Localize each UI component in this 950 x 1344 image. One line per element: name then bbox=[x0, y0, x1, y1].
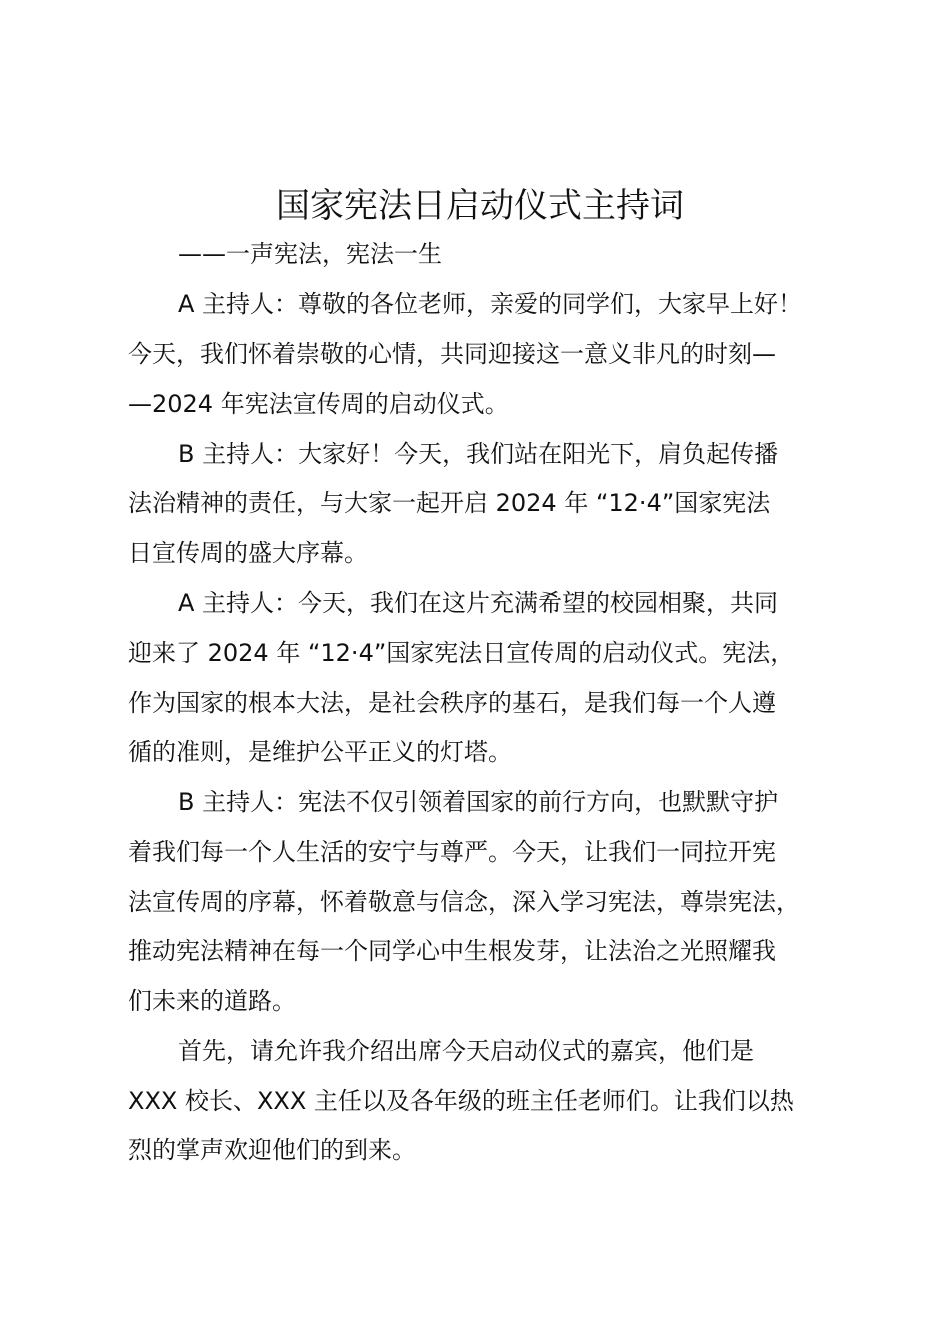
text-line: —2024 年宪法宣传周的启动仪式。 bbox=[128, 390, 509, 418]
text-line: 法宣传周的序幕，怀着敬意与信念，深入学习宪法，尊崇宪法， bbox=[128, 888, 800, 916]
text-line: B 主持人：宪法不仅引领着国家的前行方向，也默默守护 bbox=[178, 788, 779, 816]
text-line: B 主持人：大家好！今天，我们站在阳光下，肩负起传播 bbox=[178, 440, 779, 468]
text-line: 着我们每一个人生活的安宁与尊严。今天，让我们一同拉开宪 bbox=[128, 838, 776, 866]
text-line: 循的准则，是维护公平正义的灯塔。 bbox=[128, 738, 512, 766]
text-line: 推动宪法精神在每一个同学心中生根发芽，让法治之光照耀我 bbox=[128, 937, 776, 965]
text-line: 作为国家的根本大法，是社会秩序的基石，是我们每一个人遵 bbox=[128, 689, 776, 717]
text-line: 们未来的道路。 bbox=[128, 987, 296, 1015]
text-line: 首先，请允许我介绍出席今天启动仪式的嘉宾，他们是 bbox=[178, 1037, 754, 1065]
document-subtitle: ——一声宪法，宪法一生 bbox=[178, 240, 442, 268]
text-line: 日宣传周的盛大序幕。 bbox=[128, 539, 368, 567]
text-line: A 主持人：尊敬的各位老师，亲爱的同学们，大家早上好！ bbox=[178, 290, 803, 318]
text-line: 烈的掌声欢迎他们的到来。 bbox=[128, 1136, 416, 1164]
document-title: 国家宪法日启动仪式主持词 bbox=[276, 186, 684, 226]
text-line: 今天，我们怀着崇敬的心情，共同迎接这一意义非凡的时刻— bbox=[128, 340, 776, 368]
text-line: XXX 校长、XXX 主任以及各年级的班主任老师们。让我们以热 bbox=[128, 1087, 794, 1115]
text-line: 迎来了 2024 年 “12·4”国家宪法日宣传周的启动仪式。宪法， bbox=[128, 639, 795, 667]
text-line: A 主持人：今天，我们在这片充满希望的校园相聚，共同 bbox=[178, 589, 779, 617]
text-line: 法治精神的责任，与大家一起开启 2024 年 “12·4”国家宪法 bbox=[128, 489, 771, 517]
